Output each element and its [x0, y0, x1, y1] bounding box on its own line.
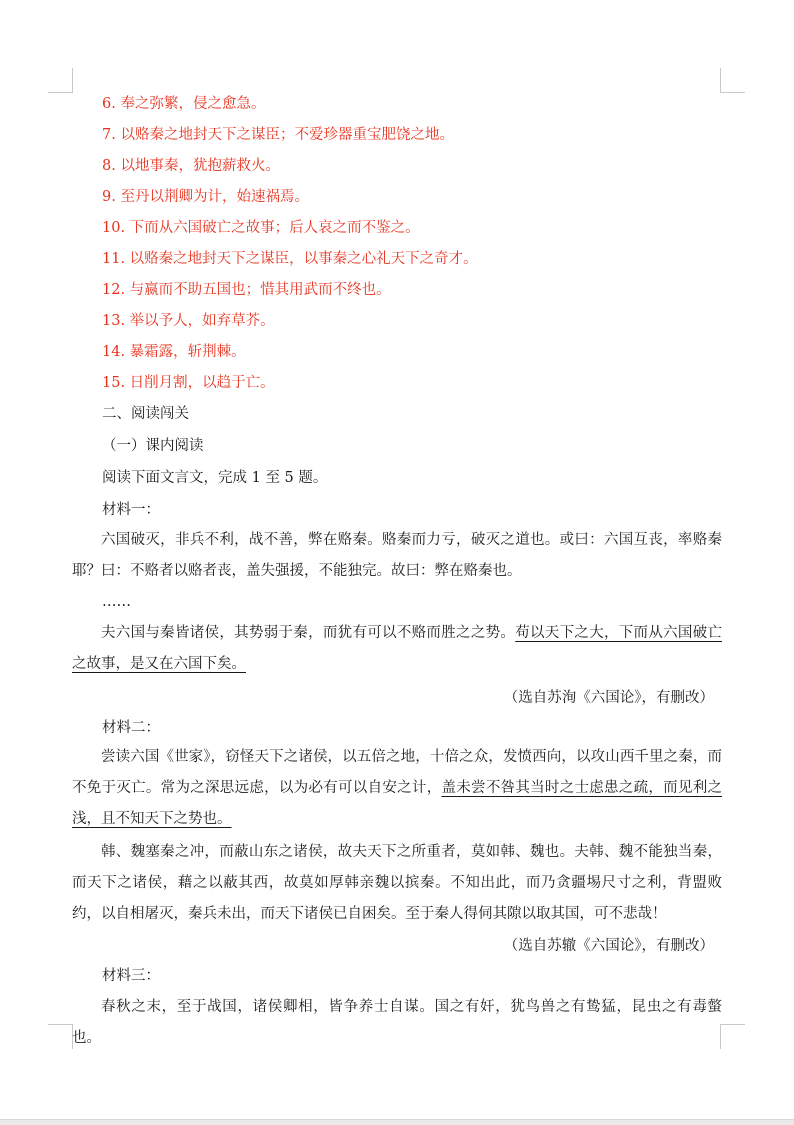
material-one-label: 材料一：	[102, 502, 160, 518]
section-title: 二、阅读闯关	[102, 406, 189, 422]
answer-item: 14. 暴霜露，斩荆棘。	[102, 344, 246, 360]
material-one-underlined-sentence: 苟以天下之大，下而从六国破亡之故事，是又在六国下矣。	[72, 625, 723, 672]
answer-item: 7. 以赂秦之地封天下之谋臣；不爱珍器重宝肥饶之地。	[102, 127, 454, 143]
material-two-underlined-sentence: 盖未尝不咎其当时之士虑患之疏，而见利之浅，且不知天下之势也。	[72, 780, 723, 827]
material-three-label: 材料三：	[102, 968, 160, 984]
answer-item: 12. 与嬴而不助五国也；惜其用武而不终也。	[102, 282, 391, 298]
answer-item: 6. 奉之弥繁，侵之愈急。	[102, 96, 266, 112]
answer-item: 10. 下而从六国破亡之故事；后人哀之而不鉴之。	[102, 220, 420, 236]
material-two-plain-text: 尝读六国《世家》，窃怪天下之诸侯，以五倍之地，十倍之众，发愤西向，以攻山西千里之秦，而不免于灭亡。常为之深思远虑，以为必有可以自安之计，	[72, 749, 722, 796]
answer-item: 15. 日削月割，以趋于亡。	[102, 375, 275, 391]
material-one-paragraph-1: 六国破灭，非兵不利，战不善，弊在赂秦。赂秦而力亏，破灭之道也。或曰：六国互丧，率赂秦耶？曰：不赂者以赂者丧，盖失强援，不能独完。故曰：弊在赂秦也。	[72, 532, 722, 579]
material-one-paragraph-2	[72, 618, 722, 680]
material-two-paragraph-2: 韩、魏塞秦之冲，而蔽山东之诸侯，故夫天下之所重者，莫如韩、魏也。夫韩、魏不能独当秦，而天下之诸侯，藉之以蔽其西，故莫如厚韩亲魏以摈秦。不知出此，而乃贪疆埸尺寸之利，背盟败约，以自相屠灭，秦兵未出，而天下诸侯已自困矣。至于秦人得伺其隙以取其国，可不悲哉！	[72, 844, 722, 922]
material-one-source: （选自苏洵《六国论》，有删改）	[503, 690, 714, 706]
answer-item: 11. 以赂秦之地封天下之谋臣，以事秦之心礼天下之奇才。	[102, 251, 478, 267]
page-bottom-edge	[0, 1119, 794, 1125]
material-three-paragraph-1: 春秋之末，至于战国，诸侯卿相，皆争养士自谋。国之有奸，犹鸟兽之有鸷猛，昆虫之有毒螫也。	[72, 999, 722, 1046]
answer-item: 8. 以地事秦，犹抱薪救火。	[102, 158, 280, 174]
subsection-title: （一）课内阅读	[102, 438, 204, 454]
page-corner-mark-bottom-right	[720, 1024, 745, 1049]
instruction-text: 阅读下面文言文，完成 1 至 5 题。	[102, 470, 328, 486]
material-two-paragraph-1	[72, 742, 722, 835]
material-one-plain-text: 夫六国与秦皆诸侯，其势弱于秦，而犹有可以不赂而胜之之势。	[101, 625, 516, 641]
material-two-source: （选自苏辙《六国论》，有删改）	[503, 938, 714, 954]
ellipsis: ……	[102, 594, 131, 610]
page-corner-mark-bottom-left	[48, 1024, 73, 1049]
page-corner-mark-top-left	[48, 68, 73, 93]
page-corner-mark-top-right	[720, 68, 745, 93]
answer-item: 9. 至丹以荆卿为计，始速祸焉。	[102, 189, 309, 205]
material-two-label: 材料二：	[102, 720, 160, 736]
answer-item: 13. 举以予人，如弃草芥。	[102, 313, 275, 329]
